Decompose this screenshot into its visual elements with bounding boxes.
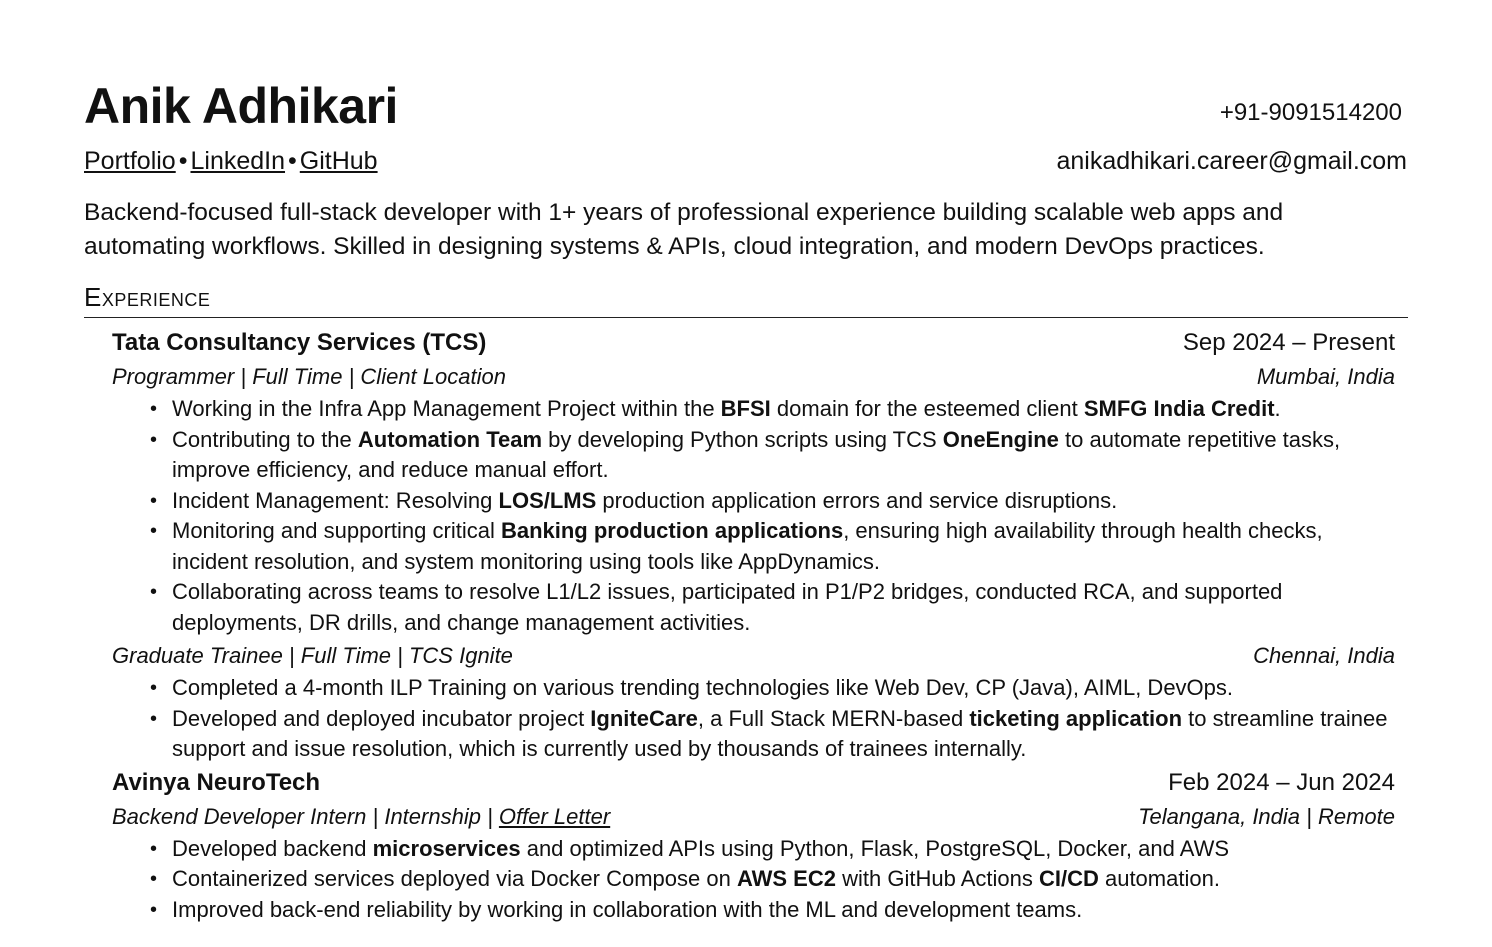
highlight-term: OneEngine [942, 426, 1059, 452]
highlight-term: AWS EC2 [736, 866, 836, 891]
employment-dates: Sep 2024 – Present [1182, 329, 1395, 356]
role-header [112, 360, 1395, 394]
role-location: Mumbai, India [1256, 364, 1395, 389]
highlight-term: BFSI [720, 396, 771, 421]
email-address[interactable]: anikadhikari.career@gmail.com [1056, 147, 1407, 175]
spacer [112, 925, 1395, 926]
achievement-item: • Developed backend microservices and optimized APIs using Python, Flask, PostgreSQL, Docker, and AWS [172, 834, 1395, 865]
achievement-list [112, 834, 1395, 926]
achievement-item: • Working in the Infra App Management Project within the BFSI domain for the esteemed client SMFG India Credit. [172, 394, 1395, 425]
role-header [112, 639, 1395, 673]
link-separator: • [288, 147, 297, 175]
achievement-item: • Developed and deployed incubator project IgniteCare, a Full Stack MERN-based ticketing application to streamline trainee support and issue resolution, which is currently used by thousands of trainees internally. [172, 704, 1395, 765]
role-note: Client Location [360, 364, 506, 389]
achievement-item: • Containerized services deployed via Docker Compose on AWS EC2 with GitHub Actions CI/CD automation. [172, 864, 1395, 895]
highlight-term: Automation Team [357, 426, 543, 452]
section-divider [84, 317, 1408, 318]
highlight-term: IgniteCare [590, 705, 698, 731]
achievement-item: • Contributing to the Automation Team by developing Python scripts using TCS OneEngine to automate repetitive tasks, improve efficiency, and reduce manual effort. [172, 425, 1395, 486]
role-type: Full Time [300, 643, 392, 668]
profile-links [84, 145, 378, 177]
candidate-name: Anik Adhikari [84, 78, 398, 134]
highlight-term: ticketing application [969, 705, 1183, 731]
role-header [112, 800, 1395, 834]
linkedin-link[interactable]: LinkedIn [190, 147, 286, 175]
company-name: Avinya NeuroTech [112, 768, 321, 796]
achievement-item: • Incident Management: Resolving LOS/LMS production application errors and service disruptions. [172, 486, 1395, 517]
company-name: Tata Consultancy Services (TCS) [112, 329, 487, 356]
job-header [112, 766, 1395, 800]
job-header [112, 326, 1395, 360]
highlight-term: Banking production applications [500, 518, 844, 543]
highlight-term: CI/CD [1038, 866, 1099, 891]
achievement-list [112, 394, 1395, 638]
highlight-term: LOS/LMS [498, 487, 597, 513]
role-title: Programmer [112, 364, 235, 389]
role-location: Chennai, India [1253, 643, 1395, 668]
role-title: Backend Developer Intern [112, 803, 367, 829]
role-type: Internship [384, 803, 481, 829]
achievement-item: • Monitoring and supporting critical Banking production applications, ensuring high availability through health checks, incident resolution, and system monitoring using tools like AppDynamics. [172, 516, 1395, 577]
role-location: Telangana, India | Remote [1138, 803, 1395, 829]
professional-summary: Backend-focused full-stack developer with 1+ years of professional experience building scalable web apps and automating workflows. Skilled in designing systems & APIs, cloud integration, and modern DevOps practices. [84, 199, 1284, 260]
achievement-list [112, 673, 1395, 765]
achievement-item: • Improved back-end reliability by working in collaboration with the ML and development teams. [172, 895, 1395, 926]
highlight-term: SMFG India Credit [1083, 396, 1275, 421]
employment-dates: Feb 2024 – Jun 2024 [1168, 768, 1395, 796]
offer-letter-link[interactable]: Offer Letter [498, 803, 611, 829]
role-details: Backend Developer Intern | Internship | Offer Letter [112, 803, 611, 829]
achievement-item: • Completed a 4-month ILP Training on various trending technologies like Web Dev, CP (Java), AIML, DevOps. [172, 673, 1395, 704]
role-details: Programmer | Full Time | Client Location [112, 364, 506, 389]
role-type: Full Time [252, 364, 343, 389]
achievement-item: • Collaborating across teams to resolve L1/L2 issues, participated in P1/P2 bridges, conducted RCA, and supported deployments, DR drills, and change management activities. [172, 577, 1395, 638]
role-note: TCS Ignite [408, 643, 513, 668]
role-title: Graduate Trainee [112, 643, 283, 668]
highlight-term: microservices [372, 835, 521, 861]
link-separator: • [178, 147, 188, 175]
experience-section-title: Experience [84, 282, 211, 312]
github-link[interactable]: GitHub [299, 147, 378, 175]
experience-list [112, 326, 1395, 926]
role-details: Graduate Trainee | Full Time | TCS Ignite [112, 643, 513, 668]
phone-number[interactable]: +91-9091514200 [1219, 99, 1402, 126]
portfolio-link[interactable]: Portfolio [84, 147, 176, 175]
